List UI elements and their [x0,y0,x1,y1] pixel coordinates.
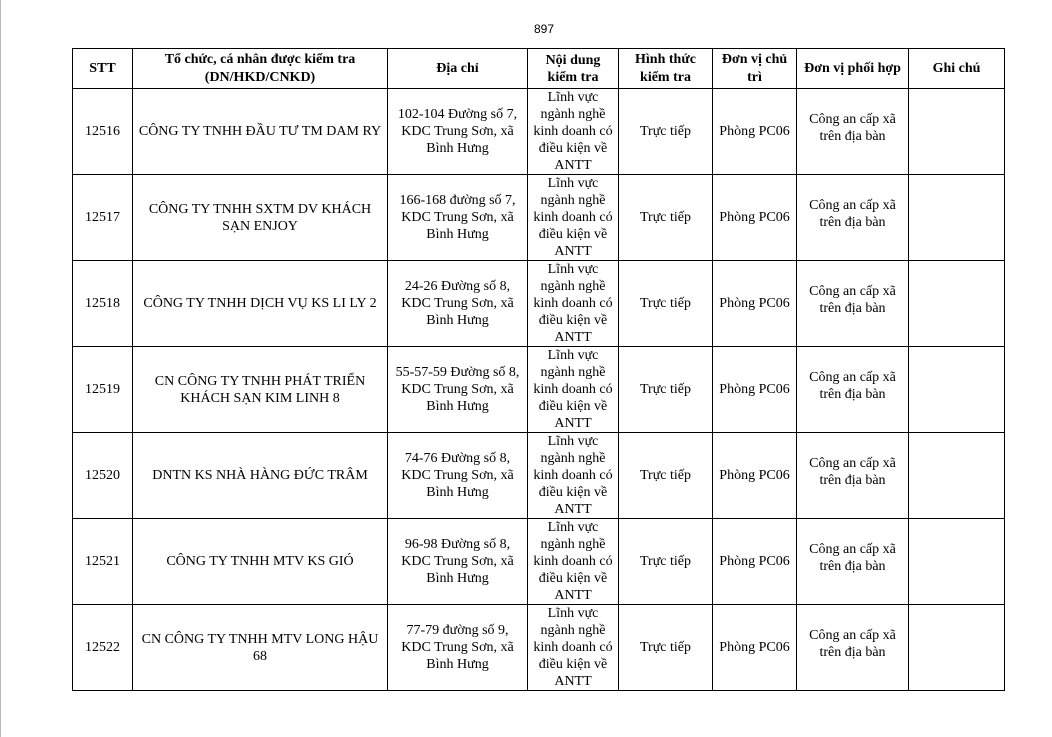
header-content: Nội dung kiểm tra [528,49,619,89]
cell-stt: 12517 [73,175,133,261]
coop-unit-text: Công an cấp xã trên địa bàn [809,455,896,488]
cell-stt: 12521 [73,519,133,605]
coop-unit-text: Công an cấp xã trên địa bàn [809,627,896,660]
cell-org: CÔNG TY TNHH MTV KS GIÓ [133,519,388,605]
cell-stt: 12518 [73,261,133,347]
cell-content: Lĩnh vực ngành nghề kinh doanh có điều kiện về ANTT [528,433,619,519]
cell-form: Trực tiếp [619,89,713,175]
cell-form: Trực tiếp [619,605,713,691]
cell-note [909,175,1005,261]
cell-content: Lĩnh vực ngành nghề kinh doanh có điều kiện về ANTT [528,261,619,347]
cell-form: Trực tiếp [619,175,713,261]
cell-form: Trực tiếp [619,433,713,519]
cell-content: Lĩnh vực ngành nghề kinh doanh có điều kiện về ANTT [528,605,619,691]
table-row [73,433,1005,519]
cell-address: 77-79 đường số 9, KDC Trung Sơn, xã Bình Hưng [388,605,528,691]
cell-stt: 12519 [73,347,133,433]
cell-address: 74-76 Đường số 8, KDC Trung Sơn, xã Bình Hưng [388,433,528,519]
page-left-edge [0,0,1,737]
coop-unit-text: Công an cấp xã trên địa bàn [809,283,896,316]
cell-content: Lĩnh vực ngành nghề kinh doanh có điều kiện về ANTT [528,519,619,605]
cell-form: Trực tiếp [619,261,713,347]
table-row [73,89,1005,175]
table-row [73,261,1005,347]
cell-note [909,261,1005,347]
coop-unit-text: Công an cấp xã trên địa bàn [809,111,896,144]
cell-address: 55-57-59 Đường số 8, KDC Trung Sơn, xã Bình Hưng [388,347,528,433]
cell-address: 24-26 Đường số 8, KDC Trung Sơn, xã Bình Hưng [388,261,528,347]
cell-lead-unit: Phòng PC06 [713,433,797,519]
header-stt: STT [73,49,133,89]
cell-note [909,519,1005,605]
header-org: Tổ chức, cá nhân được kiểm tra (DN/HKD/CNKD) [133,49,388,89]
header-form: Hình thức kiểm tra [619,49,713,89]
header-row [73,49,1005,89]
cell-coop-unit [797,175,909,261]
cell-address: 96-98 Đường số 8, KDC Trung Sơn, xã Bình Hưng [388,519,528,605]
table-header [73,49,1005,89]
cell-lead-unit: Phòng PC06 [713,89,797,175]
coop-unit-text: Công an cấp xã trên địa bàn [809,369,896,402]
header-lead-unit: Đơn vị chủ trì [713,49,797,89]
cell-org: CÔNG TY TNHH SXTM DV KHÁCH SẠN ENJOY [133,175,388,261]
table-row [73,519,1005,605]
cell-address: 102-104 Đường số 7, KDC Trung Sơn, xã Bình Hưng [388,89,528,175]
cell-org: CÔNG TY TNHH ĐẦU TƯ TM DAM RY [133,89,388,175]
cell-org: CÔNG TY TNHH DỊCH VỤ KS LI LY 2 [133,261,388,347]
cell-lead-unit: Phòng PC06 [713,347,797,433]
cell-form: Trực tiếp [619,347,713,433]
inspection-table [72,48,1005,691]
cell-form: Trực tiếp [619,519,713,605]
cell-stt: 12516 [73,89,133,175]
cell-content: Lĩnh vực ngành nghề kinh doanh có điều kiện về ANTT [528,89,619,175]
cell-note [909,605,1005,691]
cell-note [909,347,1005,433]
table-row [73,347,1005,433]
cell-coop-unit [797,261,909,347]
cell-note [909,89,1005,175]
cell-address: 166-168 đường số 7, KDC Trung Sơn, xã Bình Hưng [388,175,528,261]
cell-lead-unit: Phòng PC06 [713,175,797,261]
cell-content: Lĩnh vực ngành nghề kinh doanh có điều kiện về ANTT [528,347,619,433]
table-row [73,605,1005,691]
cell-stt: 12520 [73,433,133,519]
page-number: 897 [533,22,555,36]
table-row [73,175,1005,261]
coop-unit-text: Công an cấp xã trên địa bàn [809,541,896,574]
cell-org: DNTN KS NHÀ HÀNG ĐỨC TRÂM [133,433,388,519]
cell-lead-unit: Phòng PC06 [713,261,797,347]
cell-note [909,433,1005,519]
cell-lead-unit: Phòng PC06 [713,519,797,605]
cell-content: Lĩnh vực ngành nghề kinh doanh có điều kiện về ANTT [528,175,619,261]
header-coop-unit: Đơn vị phối hợp [797,49,909,89]
cell-org: CN CÔNG TY TNHH PHÁT TRIỂN KHÁCH SẠN KIM LINH 8 [133,347,388,433]
coop-unit-text: Công an cấp xã trên địa bàn [809,197,896,230]
cell-coop-unit [797,89,909,175]
table-body [73,89,1005,691]
cell-coop-unit [797,433,909,519]
cell-org: CN CÔNG TY TNHH MTV LONG HẬU 68 [133,605,388,691]
cell-stt: 12522 [73,605,133,691]
header-note: Ghi chú [909,49,1005,89]
header-address: Địa chỉ [388,49,528,89]
cell-coop-unit [797,605,909,691]
cell-lead-unit: Phòng PC06 [713,605,797,691]
cell-coop-unit [797,347,909,433]
cell-coop-unit [797,519,909,605]
